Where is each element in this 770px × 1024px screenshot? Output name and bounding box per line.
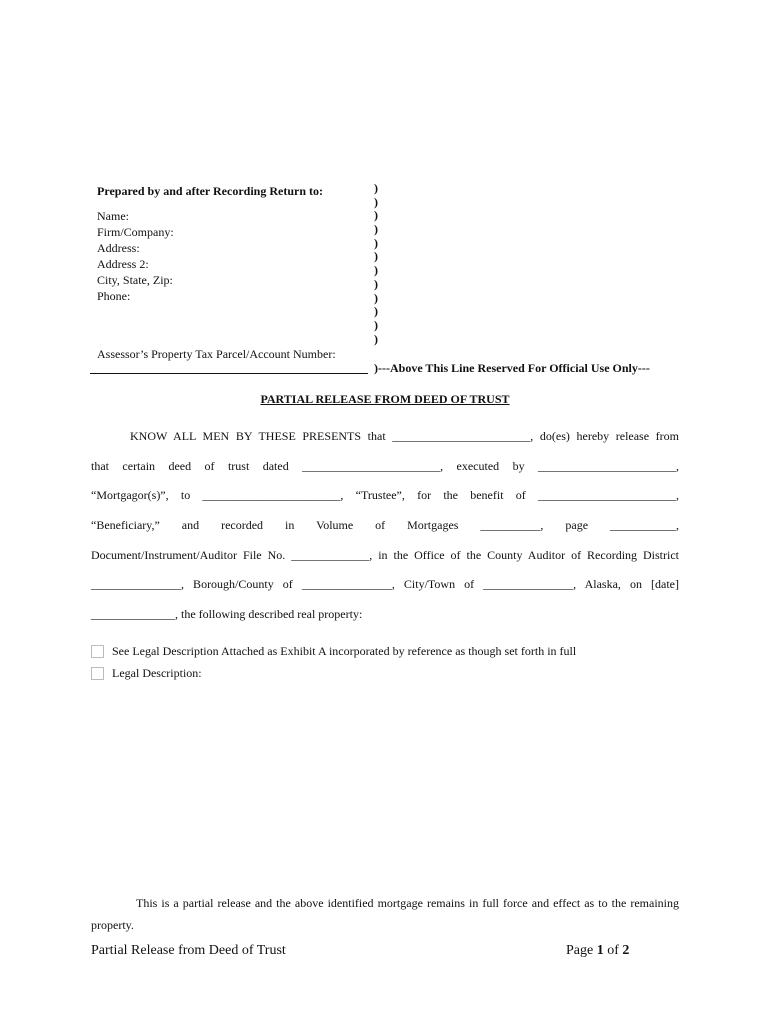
- exhibit-option[interactable]: [91, 644, 576, 659]
- body-line-6: _______________, Borough/County of _______________, City/Town of _______________, Alaska, on [date]: [91, 577, 679, 591]
- name-label: Name:: [97, 209, 129, 223]
- body-line-1: KNOW ALL MEN BY THESE PRESENTS that _______________________, do(es) hereby release from: [130, 429, 679, 443]
- page-total: 2: [622, 943, 630, 958]
- paren-mark: ): [374, 222, 378, 237]
- exhibit-option-label: See Legal Description Attached as Exhibit A incorporated by reference as though set forth in full: [112, 644, 577, 658]
- legal-description-label: Legal Description:: [112, 666, 202, 680]
- paren-mark: ): [374, 331, 378, 346]
- page-of: of: [607, 943, 619, 958]
- paren-mark: ): [374, 208, 378, 223]
- paren-mark: ): [374, 304, 378, 319]
- return-to-block: [97, 184, 367, 304]
- footer-doc-title: Partial Release from Deed of Trust: [91, 943, 286, 958]
- prepared-heading: Prepared by and after Recording Return to:: [97, 184, 323, 198]
- legal-description-option[interactable]: [91, 666, 202, 681]
- body-line-5: Document/Instrument/Auditor File No. _____________, in the Office of the County Auditor of Recording District: [91, 548, 679, 562]
- document-title: PARTIAL RELEASE FROM DEED OF TRUST: [260, 392, 510, 406]
- address2-label: Address 2:: [97, 257, 149, 271]
- body-line-3: “Mortgagor(s)”, to _______________________, “Trustee”, for the benefit of _______________________,: [91, 488, 679, 502]
- paren-mark: ): [374, 317, 378, 332]
- header-divider: [90, 373, 368, 374]
- body-line-4: “Beneficiary,” and recorded in Volume of Mortgages __________, page ___________,: [91, 518, 679, 532]
- paren-mark: ): [374, 290, 378, 305]
- address-label: Address:: [97, 241, 140, 255]
- paren-mark: ): [374, 263, 378, 278]
- exhibit-checkbox[interactable]: [91, 645, 104, 658]
- page-current: 1: [596, 943, 604, 958]
- city-state-zip-label: City, State, Zip:: [97, 273, 173, 287]
- reserved-line-text: )---Above This Line Reserved For Official Use Only---: [374, 361, 650, 375]
- paren-mark: ): [374, 194, 378, 209]
- page-prefix: Page: [566, 943, 594, 958]
- paren-mark: ): [374, 249, 378, 264]
- closing-paragraph: This is a partial release and the above identified mortgage remains in full force and effect as to the remaining property.: [91, 896, 679, 932]
- paren-column: [374, 182, 378, 346]
- footer-page-number: [566, 943, 629, 959]
- paren-mark: ): [374, 181, 378, 195]
- body-line-7: ______________, the following described real property:: [91, 607, 363, 621]
- firm-label: Firm/Company:: [97, 225, 174, 239]
- body-line-2: that certain deed of trust dated _______________________, executed by _______________________,: [91, 459, 679, 473]
- assessor-parcel-label: Assessor’s Property Tax Parcel/Account Number:: [97, 347, 336, 361]
- paren-mark: ): [374, 235, 378, 250]
- legal-description-checkbox[interactable]: [91, 667, 104, 680]
- phone-label: Phone:: [97, 289, 131, 303]
- paren-mark: ): [374, 276, 378, 291]
